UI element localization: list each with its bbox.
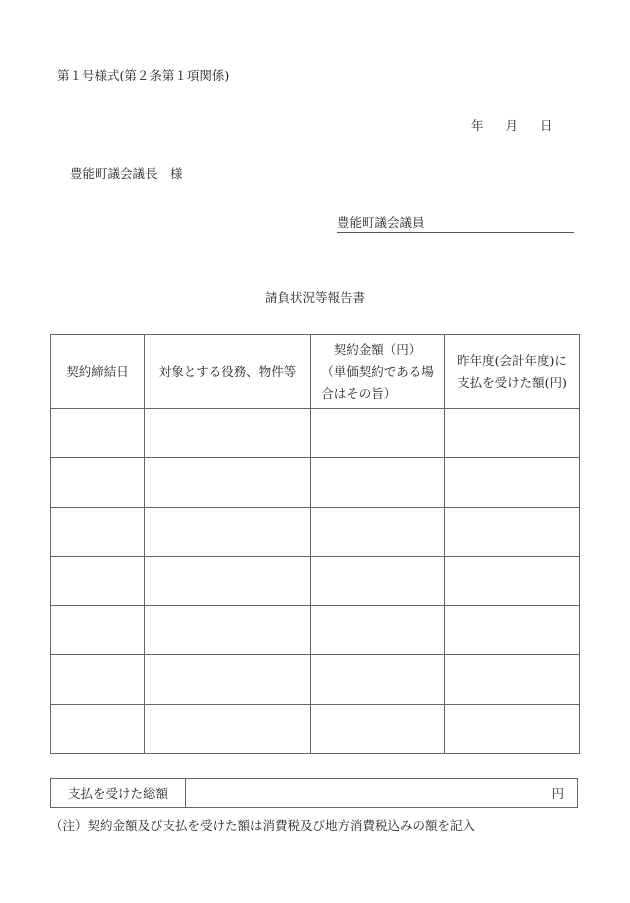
cell-contract-amount[interactable] [311,704,445,753]
cell-contract-amount[interactable] [311,556,445,605]
date-day-label: 日 [540,118,553,133]
cell-paid-amount[interactable] [445,606,580,655]
member-label: 豊能町議会議員 [337,215,425,230]
cell-subject[interactable] [145,655,311,704]
total-paid-unit: 円 [551,786,564,801]
member-signature-field[interactable] [337,213,574,233]
cell-contract-date[interactable] [51,655,145,704]
cell-contract-amount[interactable] [311,409,445,458]
table-row [51,655,580,704]
table-row [51,458,580,507]
cell-subject[interactable] [145,704,311,753]
header-paid-amount-line1: 昨年度(会計年度)に [457,352,567,368]
cell-contract-amount[interactable] [311,458,445,507]
cell-contract-date[interactable] [51,606,145,655]
table-row [51,507,580,556]
header-contract-amount-line1: 契約金額（円） [333,341,422,357]
total-paid-box [50,778,578,808]
cell-paid-amount[interactable] [445,704,580,753]
cell-subject[interactable] [145,606,311,655]
cell-contract-date[interactable] [51,556,145,605]
cell-subject[interactable] [145,458,311,507]
table-row [51,409,580,458]
cell-paid-amount[interactable] [445,507,580,556]
form-number: 第１号様式(第２条第１項関係) [57,68,230,83]
cell-paid-amount[interactable] [445,409,580,458]
total-paid-field[interactable] [186,779,577,807]
header-contract-amount [311,335,445,409]
header-subject: 対象とする役務、物件等 [145,335,311,409]
table-header-row [51,335,580,409]
date-month-label: 月 [505,118,519,133]
cell-contract-date[interactable] [51,704,145,753]
table-row [51,556,580,605]
footnote: （注）契約金額及び支払を受けた額は消費税及び地方消費税込みの額を記入 [50,818,476,833]
cell-paid-amount[interactable] [445,655,580,704]
cell-subject[interactable] [145,507,311,556]
cell-contract-date[interactable] [51,409,145,458]
date-field[interactable] [471,116,553,134]
header-contract-amount-line2: （単価契約である場 [321,363,434,379]
cell-contract-amount[interactable] [311,606,445,655]
addressee: 豊能町議会議長 様 [70,166,183,181]
date-year-label: 年 [471,118,484,133]
total-paid-label: 支払を受けた総額 [51,779,186,807]
table-row [51,704,580,753]
cell-paid-amount[interactable] [445,556,580,605]
cell-contract-date[interactable] [51,507,145,556]
header-paid-amount-line2: 支払を受けた額(円) [457,374,567,390]
header-paid-amount [445,335,580,409]
cell-contract-amount[interactable] [311,507,445,556]
cell-contract-amount[interactable] [311,655,445,704]
table-row [51,606,580,655]
cell-contract-date[interactable] [51,458,145,507]
document-title: 請負状況等報告書 [264,290,365,305]
contract-report-table [50,334,580,754]
cell-subject[interactable] [145,409,311,458]
header-contract-amount-line3: 合はその旨） [321,385,397,401]
header-contract-date: 契約締結日 [51,335,145,409]
cell-paid-amount[interactable] [445,458,580,507]
cell-subject[interactable] [145,556,311,605]
